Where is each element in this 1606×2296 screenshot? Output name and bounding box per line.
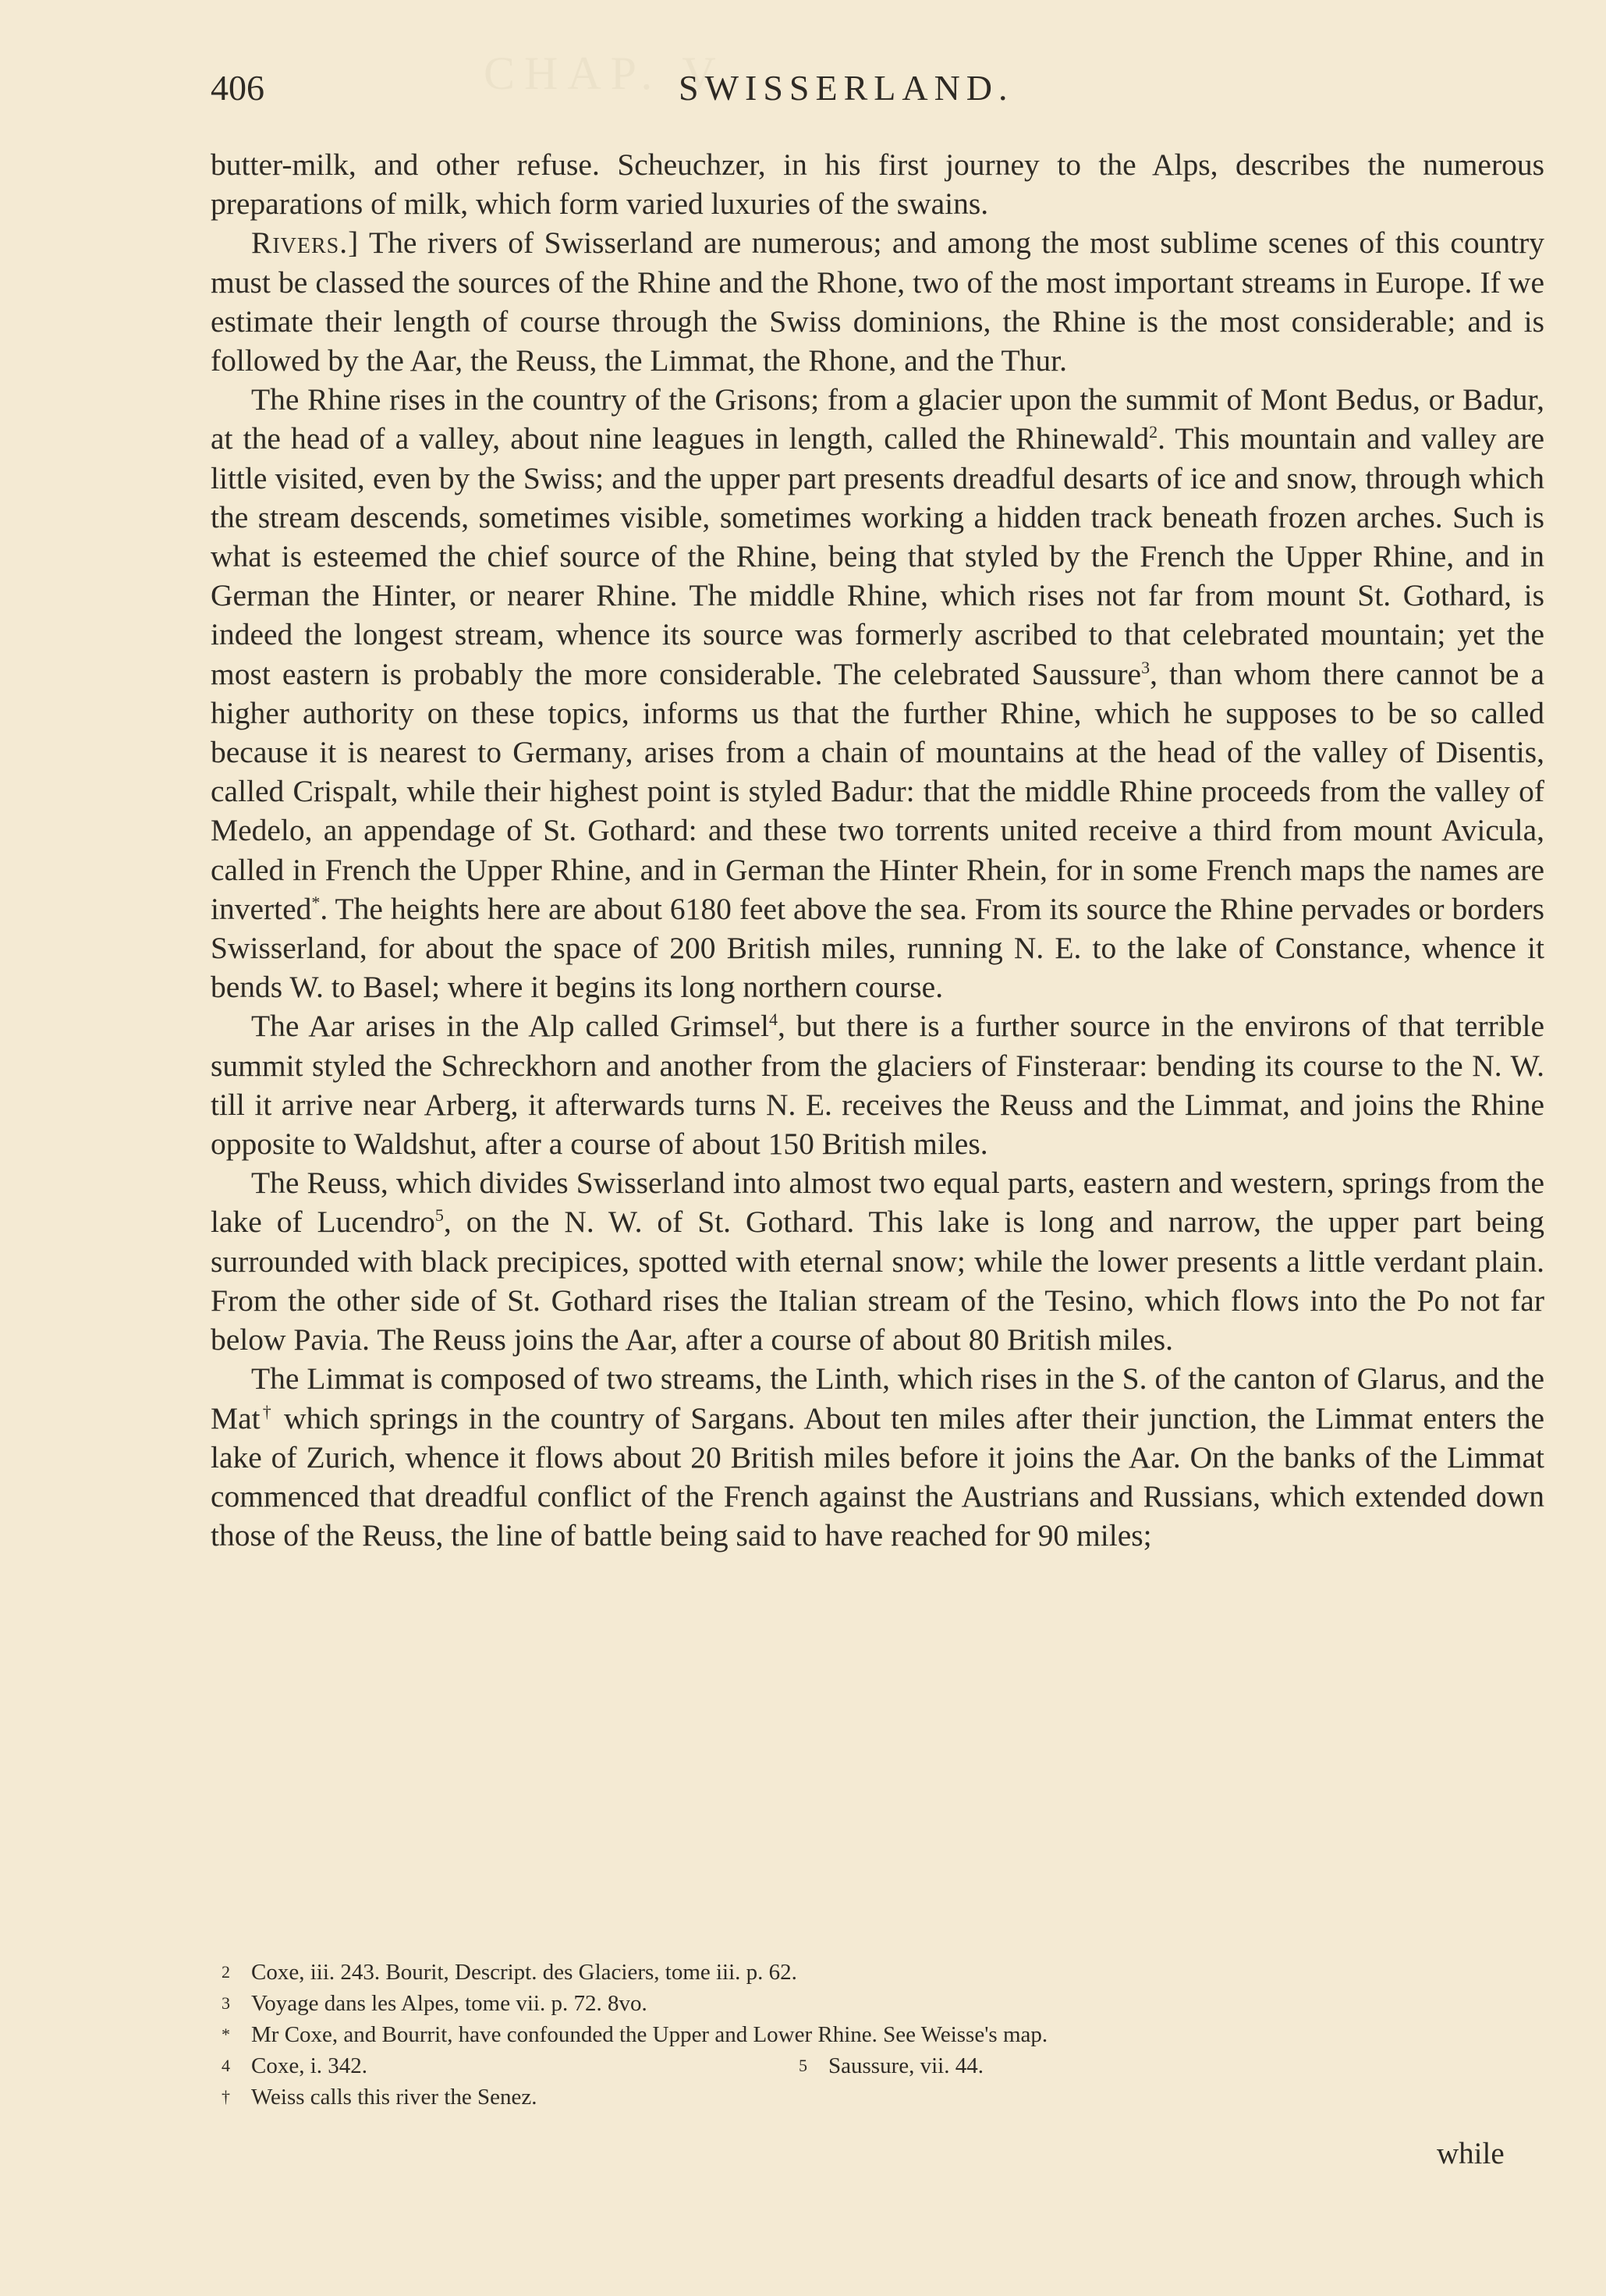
footnote-mark: 5 [799,2056,807,2075]
footnote-5 [797,2050,984,2081]
reuss-text-1: The Reuss, which divides Swisserland into almost two equal parts, eastern and western, springs from the lake of Lucendro [211,1166,1544,1240]
note-ref-3[interactable]: 3 [1141,657,1150,677]
paragraph-milk: butter-milk, and other refuse. Scheuchzer, in his first journey to the Alps, describes the numerous preparations of milk, which form varied luxuries of the swains. [211,147,1544,222]
reuss-text-2: , on the N. W. of St. Gothard. This lake is long and narrow, the upper part being surrounded with black precipices, spotted with eternal snow; while the lower presents a little verdant plain. From the other side of St. Gothard rises the Italian stream of the Tesino, which flows into the Po not far below Pavia. The Reuss joins the Aar, after a course of about 80 British miles. [211,1205,1544,1357]
note-ref-5[interactable]: 5 [434,1205,444,1226]
note-ref-4[interactable]: 4 [769,1010,778,1030]
footnote-mark: † [222,2087,230,2106]
footnote-text: Voyage dans les Alpes, tome vii. p. 72. 8vo. [251,1991,647,2016]
paragraph-rhine [211,380,1544,1006]
footnote-4 [220,2050,797,2081]
footnote-dagger [220,2081,1507,2113]
aar-text-1: The Aar arises in the Alp called Grimsel [251,1009,770,1044]
footnote-text: Coxe, i. 342. [251,2053,368,2078]
footnote-star [220,2019,1507,2050]
rhine-text-4: . The heights here are about 6180 feet above the sea. From its source the Rhine pervades or borders Swisserland, for about the space of 200 British miles, running N. E. to the lake of Constance, whence it bends W. to Basel; where it begins its long northern course. [211,891,1544,1005]
footnote-mark: * [222,2025,230,2044]
show-through-ghost: CHAP. V [484,48,725,99]
footnote-3 [220,1988,1507,2019]
page-number: 406 [211,68,264,108]
footnote-2 [220,1957,1507,1988]
paragraph-reuss [211,1163,1544,1359]
paragraph-rivers [211,223,1544,380]
note-ref-2[interactable]: 2 [1149,422,1158,442]
footnote-text: Mr Coxe, and Bourrit, have confounded the Upper and Lower Rhine. See Weisse's map. [251,2022,1048,2047]
catchword: while [1437,2137,1505,2170]
footnote-mark: 2 [222,1962,230,1982]
footnote-mark: 4 [222,2056,230,2075]
rhine-text-2: . This mountain and valley are little visited, even by the Swiss; and the upper part presents dreadful desarts of ice and snow, through which the stream descends, sometimes visible, sometimes working a hidden track beneath frozen arches. Such is what is esteemed the chief source of the Rhine, being that styled by the French the Upper Rhine, and in German the Hinter, or nearer Rhine. The middle Rhine, which rises not far from mount St. Gothard, is indeed the longest stream, whence its source was formerly ascribed to that celebrated mountain; yet the most eastern is probably the more considerable. The celebrated Saussure [211,421,1545,691]
main-text [211,145,1544,1555]
footnote-row [220,2050,1507,2081]
footnotes [220,1957,1507,2113]
limmat-text-2: which springs in the country of Sargans. About ten miles after their junction, the Limmat enters the lake of Zurich, whence it flows about 20 British miles before it joins the Aar. On the banks of the Limmat commenced that dreadful conflict of the French against the Austrians and Russians, which extended down those of the Reuss, the line of battle being said to have reached for 90 miles; [211,1400,1544,1553]
aar-text-2: , but there is a further source in the environs of that terrible summit styled the Schreckhorn and another from the glaciers of Finsteraar: bending its course to the N. W. till it arrive near Arberg, it afterwards turns N. E. receives the Reuss and the Limmat, and joins the Rhine opposite to Waldshut, after a course of about 150 British miles. [211,1009,1544,1162]
limmat-text-1: The Limmat is composed of two streams, the Linth, which rises in the S. of the canton of Glarus, and the Mat [211,1361,1544,1435]
footnote-text: Coxe, iii. 243. Bourit, Descript. des Glaciers, tome iii. p. 62. [251,1960,797,1985]
footnote-text: Saussure, vii. 44. [828,2053,984,2078]
paragraph-rivers-text: The rivers of Swisserland are numerous; and among the most sublime scenes of this country must be classed the sources of the Rhine and the Rhone, two of the most important streams in Europe. If we estimate their length of course through the Swiss dominions, the Rhine is the most considerable; and is followed by the Aar, the Reuss, the Limmat, the Rhone, and the Thur. [211,225,1544,378]
footnote-text: Weiss calls this river the Senez. [251,2085,537,2110]
paragraph-aar [211,1006,1544,1163]
rhine-text-1: The Rhine rises in the country of the Grisons; from a glacier upon the summit of Mont Bedus, or Badur, at the head of a valley, about nine leagues in length, called the Rhinewald [211,382,1544,456]
note-ref-star[interactable]: * [311,892,321,912]
running-title: SWISSERLAND. [679,68,1014,108]
side-heading-rivers: Rivers.] [251,225,360,261]
note-ref-dagger[interactable]: † [260,1401,274,1421]
rhine-text-3: , than whom there cannot be a higher authority on these topics, informs us that the further Rhine, which he supposes to be so called because it is nearest to Germany, arises from a chain of mountains at the head of the valley of Disentis, called Crispalt, while their highest point is styled Badur: that the middle Rhine proceeds from the valley of Medelo, an appendage of St. Gothard: and these two torrents united receive a third from mount Avicula, called in French the Upper Rhine, and in German the Hinter Rhein, for in some French maps the names are inverted [211,656,1544,926]
paragraph-limmat [211,1359,1544,1555]
footnote-mark: 3 [222,1993,230,2013]
page-header [211,67,1544,122]
